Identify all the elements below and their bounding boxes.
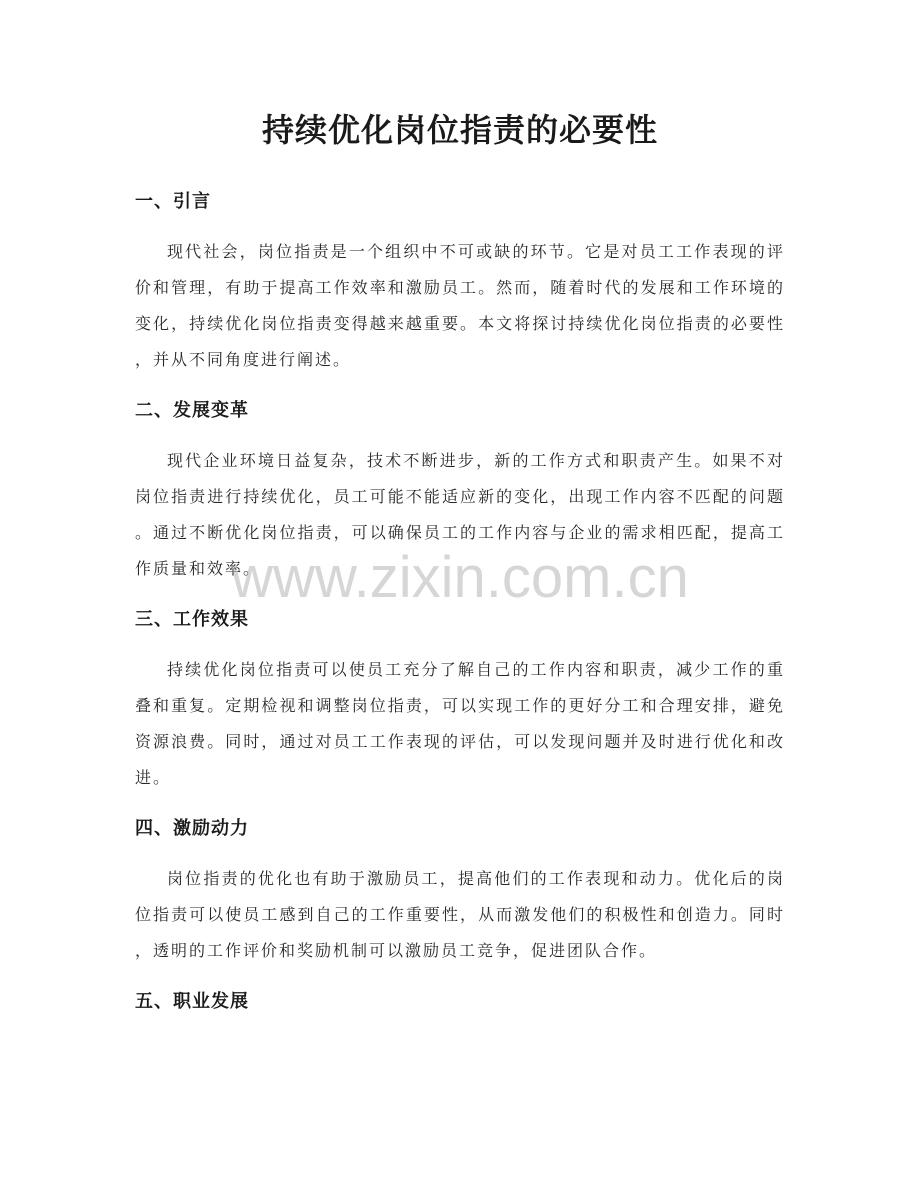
paragraph bbox=[135, 861, 785, 969]
paragraph-line: 现代社会，岗位指责是一个组织中不可或缺的环节。它是对员工工作表现的评 bbox=[167, 242, 785, 261]
paragraph-line: ，透明的工作评价和奖励机制可以激励员工竞争，促进团队合作。 bbox=[135, 941, 658, 960]
section-heading: 一、引言 bbox=[135, 191, 211, 212]
section-heading: 五、职业发展 bbox=[135, 991, 249, 1012]
section-introduction bbox=[135, 187, 785, 378]
paragraph bbox=[135, 652, 785, 796]
paragraph-line: 现代企业环境日益复杂，技术不断进步，新的工作方式和职责产生。如果不对 bbox=[167, 451, 785, 470]
section-work-effect bbox=[135, 605, 785, 796]
paragraph-line: 位指责可以使员工感到自己的工作重要性，从而激发他们的积极性和创造力。同时 bbox=[135, 905, 785, 924]
paragraph-line: 价和管理，有助于提高工作效率和激励员工。然而，随着时代的发展和工作环境的 bbox=[135, 278, 785, 297]
paragraph-line: 变化，持续优化岗位指责变得越来越重要。本文将探讨持续优化岗位指责的必要性 bbox=[135, 314, 785, 333]
section-motivation bbox=[135, 814, 785, 969]
paragraph-line: 进。 bbox=[135, 768, 172, 787]
section-heading: 三、工作效果 bbox=[135, 609, 249, 630]
paragraph-line: ，并从不同角度进行阐述。 bbox=[135, 350, 352, 369]
paragraph-line: 持续优化岗位指责可以使员工充分了解自己的工作内容和职责，减少工作的重 bbox=[167, 660, 785, 679]
paragraph-line: 。通过不断优化岗位指责，可以确保员工的工作内容与企业的需求相匹配，提高工 bbox=[135, 523, 785, 542]
section-heading: 四、激励动力 bbox=[135, 818, 249, 839]
paragraph-line: 岗位指责进行持续优化，员工可能不能适应新的变化，出现工作内容不匹配的问题 bbox=[135, 487, 785, 506]
paragraph-line: 岗位指责的优化也有助于激励员工，提高他们的工作表现和动力。优化后的岗 bbox=[167, 869, 785, 888]
section-career-development bbox=[135, 987, 785, 1017]
paragraph-line: 作质量和效率。 bbox=[135, 559, 262, 578]
section-heading: 二、发展变革 bbox=[135, 400, 249, 421]
watermark: www.zixin.com.cn bbox=[231, 545, 689, 610]
document-title: 持续优化岗位指责的必要性 bbox=[261, 111, 658, 149]
section-development-change bbox=[135, 396, 785, 587]
paragraph bbox=[135, 234, 785, 378]
paragraph-line: 叠和重复。定期检视和调整岗位指责，可以实现工作的更好分工和合理安排，避免 bbox=[135, 696, 785, 715]
document-body bbox=[135, 110, 785, 1034]
paragraph bbox=[135, 443, 785, 587]
paragraph-line: 资源浪费。同时，通过对员工工作表现的评估，可以发现问题并及时进行优化和改 bbox=[135, 732, 785, 751]
